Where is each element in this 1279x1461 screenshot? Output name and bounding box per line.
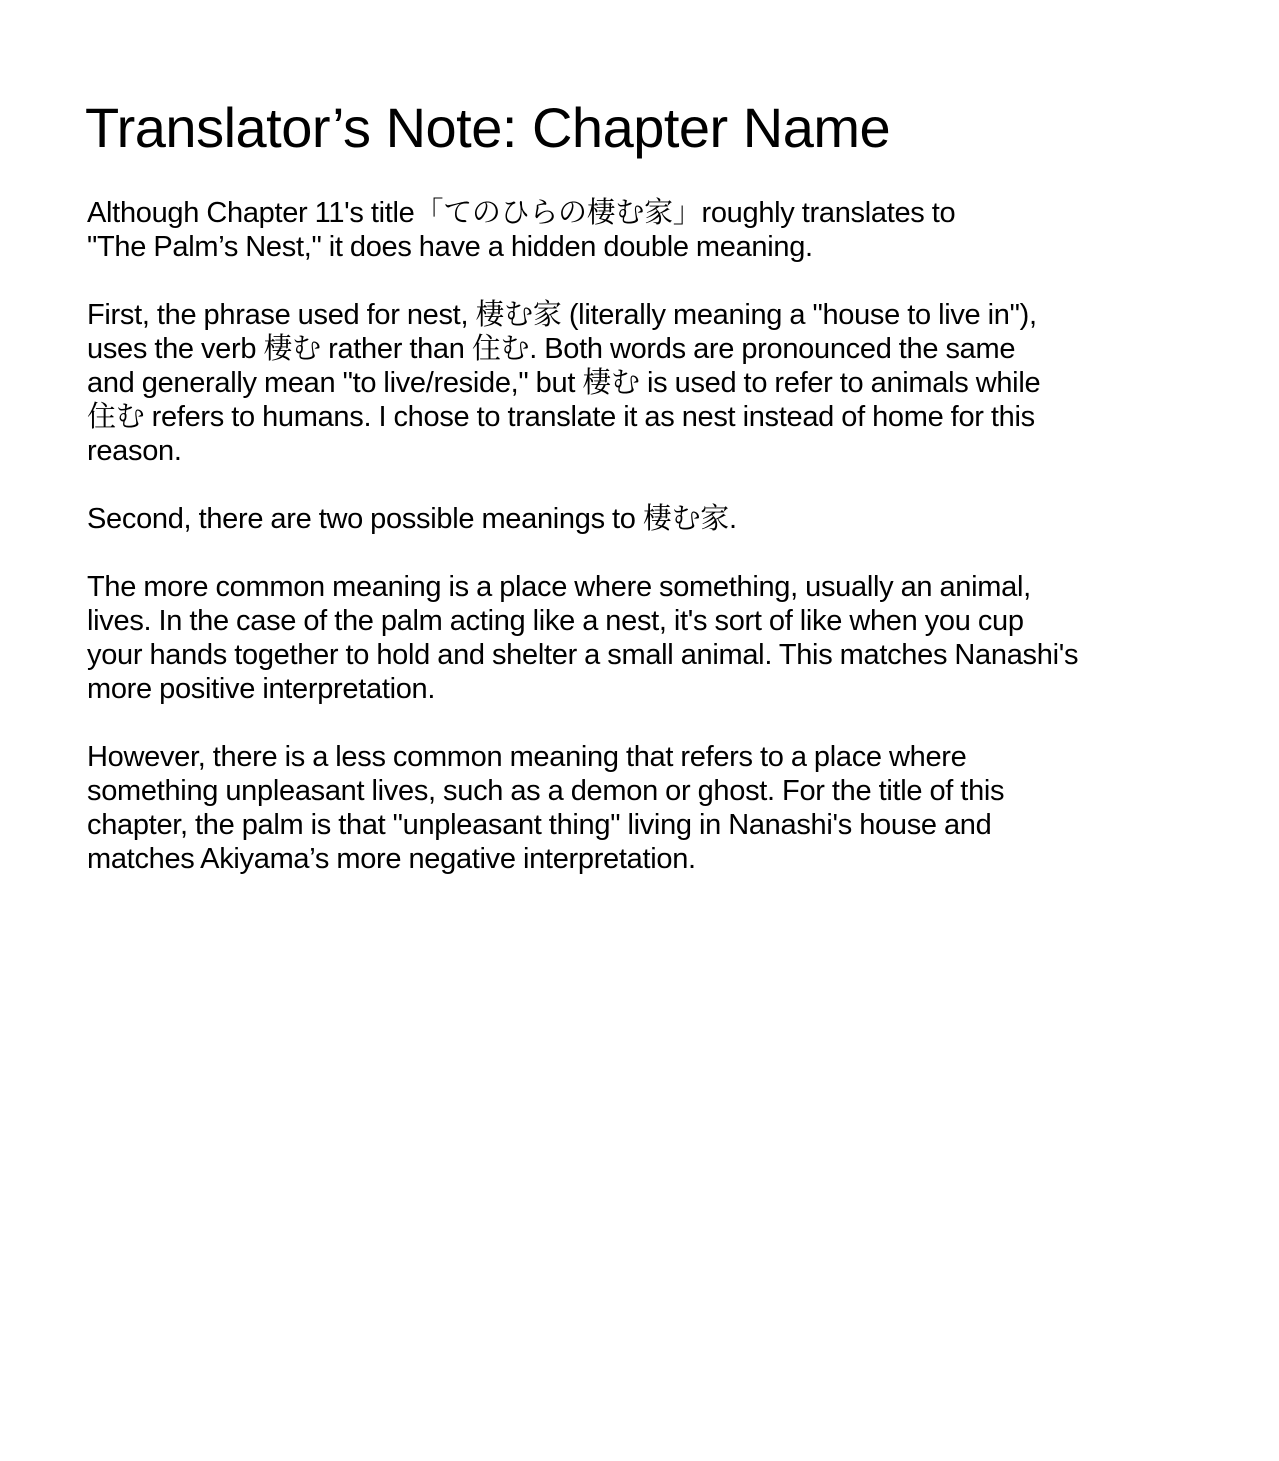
- text-line: your hands together to hold and shelter a small animal. This matches Nanashi's: [87, 639, 1079, 671]
- page-title: Translator’s Note: Chapter Name: [85, 96, 891, 159]
- text-line: First, the phrase used for nest, 棲む家 (literally meaning a "house to live in"),: [87, 299, 1037, 331]
- translator-note-page: [87, 92, 1147, 910]
- text-line: more positive interpretation.: [87, 673, 436, 705]
- paragraph-common-meaning: [87, 570, 1147, 706]
- paragraph-uncommon-meaning: [87, 740, 1147, 876]
- paragraph-second-point: [87, 502, 1147, 536]
- text-line: matches Akiyama’s more negative interpretation.: [87, 843, 696, 875]
- text-line: 住む refers to humans. I chose to translate it as nest instead of home for this: [87, 401, 1035, 433]
- text-line: chapter, the palm is that "unpleasant thing" living in Nanashi's house and: [87, 809, 992, 841]
- text-line: something unpleasant lives, such as a demon or ghost. For the title of this: [87, 775, 1005, 807]
- paragraph-intro: [87, 196, 1147, 264]
- text-line: Second, there are two possible meanings to 棲む家.: [87, 503, 737, 535]
- text-line: "The Palm’s Nest," it does have a hidden double meaning.: [87, 231, 813, 263]
- text-line: reason.: [87, 435, 182, 467]
- text-line: Although Chapter 11's title「てのひらの棲む家」roughly translates to: [87, 197, 956, 229]
- text-line: uses the verb 棲む rather than 住む. Both words are pronounced the same: [87, 333, 1016, 365]
- paragraph-first-point: [87, 298, 1147, 468]
- text-line: lives. In the case of the palm acting like a nest, it's sort of like when you cup: [87, 605, 1024, 637]
- text-line: and generally mean "to live/reside," but 棲む is used to refer to animals while: [87, 367, 1041, 399]
- text-line: However, there is a less common meaning that refers to a place where: [87, 741, 967, 773]
- text-line: The more common meaning is a place where something, usually an animal,: [87, 571, 1031, 603]
